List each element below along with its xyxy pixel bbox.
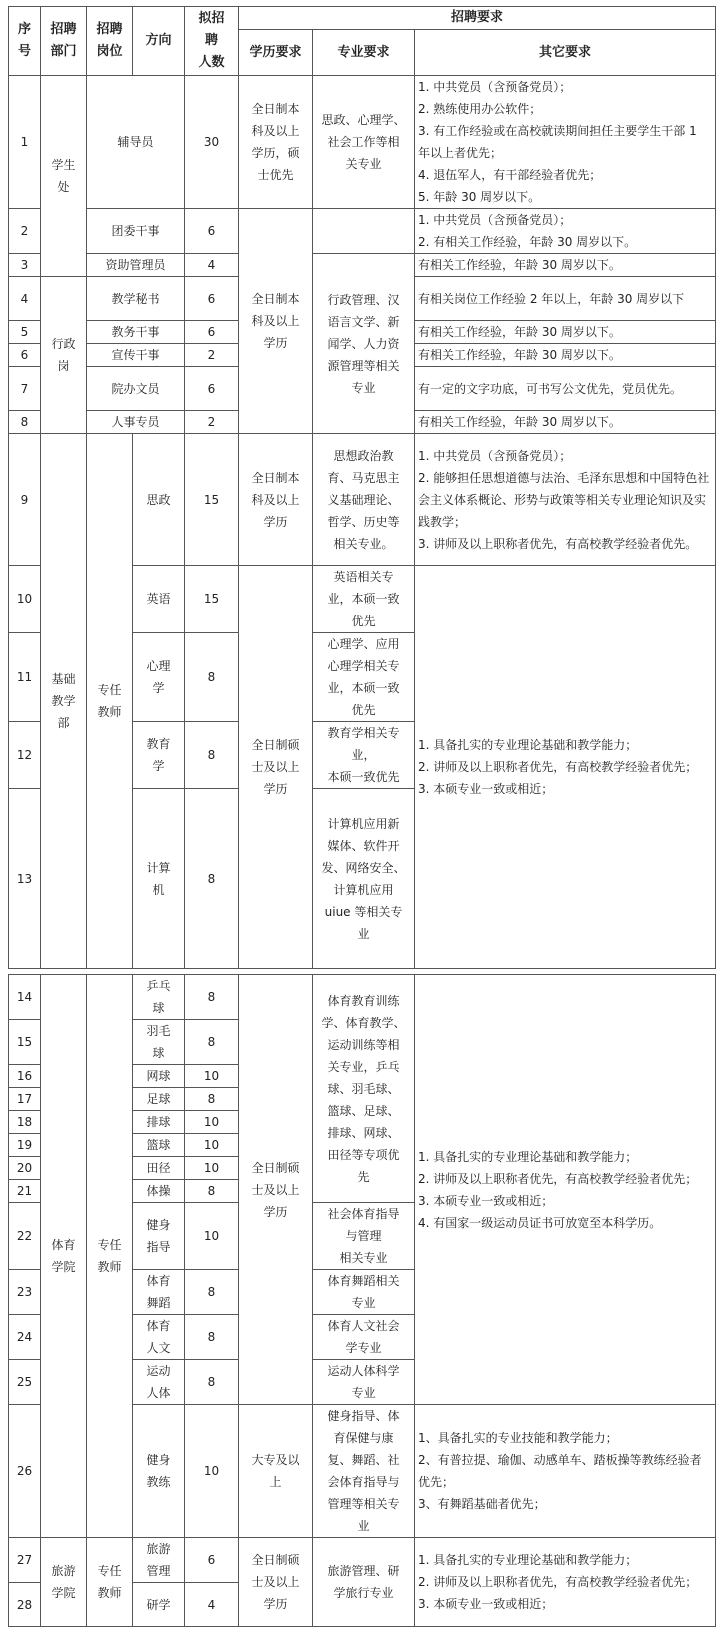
count-cell: 8 <box>185 1180 239 1203</box>
post-cell: 教学秘书 <box>87 277 185 321</box>
count-cell: 8 <box>185 1088 239 1111</box>
row-seq: 22 <box>9 1203 41 1270</box>
direction-cell: 心理 学 <box>133 633 185 722</box>
other-cell: 有相关岗位工作经验 2 年以上，年龄 30 周岁以下 <box>415 277 716 321</box>
major-cell: 计算机应用新 媒体、软件开 发、网络安全、 计算机应用 uiue 等相关专 业 <box>313 789 415 969</box>
count-cell: 8 <box>185 975 239 1020</box>
other-cell: 有相关工作经验，年龄 30 周岁以下。 <box>415 254 716 277</box>
count-cell: 10 <box>185 1065 239 1088</box>
row-seq: 19 <box>9 1134 41 1157</box>
post-cell: 专任 教师 <box>87 1538 133 1627</box>
count-cell: 15 <box>185 566 239 633</box>
dept-cell: 体育 学院 <box>41 975 87 1538</box>
count-cell: 4 <box>185 1583 239 1627</box>
count-cell: 4 <box>185 254 239 277</box>
direction-cell: 英语 <box>133 566 185 633</box>
post-cell: 团委干事 <box>87 209 185 254</box>
header-other: 其它要求 <box>415 30 716 76</box>
major-cell: 思政、心理学、 社会工作等相 关专业 <box>313 76 415 209</box>
other-cell: 1. 中共党员（含预备党员）； 2. 能够担任思想道德与法治、毛泽东思想和中国特色社会主义体系概论、形势与政策等相关专业理论知识及实践教学； 3. 讲师及以上职称者优先，有高校教学经验者优先。 <box>415 434 716 566</box>
direction-cell: 体育 舞蹈 <box>133 1270 185 1315</box>
count-cell: 6 <box>185 209 239 254</box>
row-seq: 4 <box>9 277 41 321</box>
count-cell: 6 <box>185 367 239 411</box>
header-edu: 学历要求 <box>239 30 313 76</box>
row-seq: 16 <box>9 1065 41 1088</box>
count-cell: 8 <box>185 1270 239 1315</box>
recruitment-table <box>8 6 716 969</box>
edu-cell: 全日制硕 士及以上 学历 <box>239 566 313 969</box>
direction-cell: 排球 <box>133 1111 185 1134</box>
count-cell: 8 <box>185 1020 239 1065</box>
row-seq: 15 <box>9 1020 41 1065</box>
direction-cell: 篮球 <box>133 1134 185 1157</box>
other-cell: 1. 具备扎实的专业理论基础和教学能力； 2. 讲师及以上职称者优先，有高校教学经验者优先； 3. 本硕专业一致或相近； 4. 有国家一级运动员证书可放宽至本科学历。 <box>415 975 716 1405</box>
edu-cell: 全日制硕 士及以上 学历 <box>239 1538 313 1627</box>
other-cell: 有相关工作经验，年龄 30 周岁以下。 <box>415 411 716 434</box>
direction-cell: 思政 <box>133 434 185 566</box>
edu-cell: 全日制本 科及以上 学历，硕 士优先 <box>239 76 313 209</box>
recruitment-table-continued <box>8 974 716 1627</box>
row-seq: 2 <box>9 209 41 254</box>
table-row <box>9 209 716 254</box>
row-seq: 13 <box>9 789 41 969</box>
major-cell: 行政管理、汉 语言文学、新 闻学、人力资 源管理等相关 专业 <box>313 254 415 434</box>
count-cell: 10 <box>185 1111 239 1134</box>
header-major: 专业要求 <box>313 30 415 76</box>
other-cell: 1. 中共党员（含预备党员）； 2. 熟练使用办公软件； 3. 有工作经验或在高校就读期间担任主要学生干部 1 年以上者优先； 4. 退伍军人，有干部经验者优先； 5. 年龄 30 周岁以下。 <box>415 76 716 209</box>
direction-cell: 乒乓 球 <box>133 975 185 1020</box>
direction-cell: 健身 教练 <box>133 1405 185 1538</box>
header-requirements: 招聘要求 <box>239 7 716 30</box>
edu-cell: 全日制本 科及以上 学历 <box>239 434 313 566</box>
row-seq: 25 <box>9 1360 41 1405</box>
other-cell: 1、具备扎实的专业技能和教学能力； 2、有普拉提、瑜伽、动感单车、踏板操等教练经验者优先； 3、有舞蹈基础者优先； <box>415 1405 716 1538</box>
other-cell: 有相关工作经验，年龄 30 周岁以下。 <box>415 344 716 367</box>
dept-cell: 学生 处 <box>41 76 87 277</box>
direction-cell: 健身 指导 <box>133 1203 185 1270</box>
count-cell: 30 <box>185 76 239 209</box>
direction-cell: 网球 <box>133 1065 185 1088</box>
dept-cell: 行政 岗 <box>41 277 87 434</box>
header-post: 招聘 岗位 <box>87 7 133 76</box>
header-dept: 招聘 部门 <box>41 7 87 76</box>
row-seq: 26 <box>9 1405 41 1538</box>
row-seq: 28 <box>9 1583 41 1627</box>
row-seq: 10 <box>9 566 41 633</box>
post-cell: 人事专员 <box>87 411 185 434</box>
direction-cell: 教育 学 <box>133 722 185 789</box>
major-cell: 心理学、应用 心理学相关专 业，本硕一致 优先 <box>313 633 415 722</box>
count-cell: 2 <box>185 344 239 367</box>
major-cell: 健身指导、体 育保健与康 复、舞蹈、社 会体育指导与 管理等相关专 业 <box>313 1405 415 1538</box>
post-cell: 教务干事 <box>87 321 185 344</box>
direction-cell: 运动 人体 <box>133 1360 185 1405</box>
edu-cell: 大专及以 上 <box>239 1405 313 1538</box>
edu-cell: 全日制硕 士及以上 学历 <box>239 975 313 1405</box>
row-seq: 11 <box>9 633 41 722</box>
row-seq: 5 <box>9 321 41 344</box>
count-cell: 8 <box>185 1360 239 1405</box>
major-cell: 运动人体科学 专业 <box>313 1360 415 1405</box>
row-seq: 3 <box>9 254 41 277</box>
count-cell: 10 <box>185 1405 239 1538</box>
direction-cell: 羽毛 球 <box>133 1020 185 1065</box>
count-cell: 8 <box>185 1315 239 1360</box>
row-seq: 20 <box>9 1157 41 1180</box>
other-cell: 有相关工作经验，年龄 30 周岁以下。 <box>415 321 716 344</box>
row-seq: 14 <box>9 975 41 1020</box>
row-seq: 18 <box>9 1111 41 1134</box>
row-seq: 17 <box>9 1088 41 1111</box>
table-row <box>9 975 716 1020</box>
direction-cell: 足球 <box>133 1088 185 1111</box>
count-cell: 15 <box>185 434 239 566</box>
post-cell: 专任 教师 <box>87 434 133 969</box>
row-seq: 23 <box>9 1270 41 1315</box>
major-cell: 旅游管理、研 学旅行专业 <box>313 1538 415 1627</box>
table-row <box>9 1538 716 1583</box>
table-row <box>9 434 716 566</box>
count-cell: 10 <box>185 1134 239 1157</box>
count-cell: 6 <box>185 1538 239 1583</box>
count-cell: 2 <box>185 411 239 434</box>
row-seq: 24 <box>9 1315 41 1360</box>
post-cell: 院办文员 <box>87 367 185 411</box>
header-direction: 方向 <box>133 7 185 76</box>
major-cell: 思想政治教 育、马克思主 义基础理论、 哲学、历史等 相关专业。 <box>313 434 415 566</box>
major-cell: 英语相关专 业，本硕一致 优先 <box>313 566 415 633</box>
count-cell: 6 <box>185 277 239 321</box>
header-count: 拟招 聘 人数 <box>185 7 239 76</box>
row-seq: 1 <box>9 76 41 209</box>
count-cell: 8 <box>185 789 239 969</box>
row-seq: 8 <box>9 411 41 434</box>
row-seq: 9 <box>9 434 41 566</box>
direction-cell: 计算 机 <box>133 789 185 969</box>
major-cell: 教育学相关专 业， 本硕一致优先 <box>313 722 415 789</box>
count-cell: 8 <box>185 633 239 722</box>
direction-cell: 体操 <box>133 1180 185 1203</box>
table-row <box>9 76 716 209</box>
dept-cell: 基础 教学 部 <box>41 434 87 969</box>
row-seq: 21 <box>9 1180 41 1203</box>
direction-cell: 旅游 管理 <box>133 1538 185 1583</box>
post-cell: 资助管理员 <box>87 254 185 277</box>
direction-cell: 研学 <box>133 1583 185 1627</box>
dept-cell: 旅游 学院 <box>41 1538 87 1627</box>
row-seq: 6 <box>9 344 41 367</box>
major-cell: 社会体育指导 与管理 相关专业 <box>313 1203 415 1270</box>
other-cell: 1. 具备扎实的专业理论基础和教学能力； 2. 讲师及以上职称者优先，有高校教学经验者优先； 3. 本硕专业一致或相近； <box>415 566 716 969</box>
post-cell: 专任 教师 <box>87 975 133 1538</box>
other-cell: 1. 具备扎实的专业理论基础和教学能力； 2. 讲师及以上职称者优先，有高校教学经验者优先； 3. 本硕专业一致或相近； <box>415 1538 716 1627</box>
post-cell: 辅导员 <box>87 76 185 209</box>
edu-cell: 全日制本 科及以上 学历 <box>239 209 313 434</box>
count-cell: 8 <box>185 722 239 789</box>
row-seq: 12 <box>9 722 41 789</box>
major-cell: 体育教育训练 学、体育教学、 运动训练等相 关专业，乒乓 球、羽毛球、 篮球、足球、 排球、网球、 田径等专项优 先 <box>313 975 415 1203</box>
other-cell: 有一定的文字功底，可书写公文优先，党员优先。 <box>415 367 716 411</box>
table-row <box>9 254 716 277</box>
header-seq: 序 号 <box>9 7 41 76</box>
other-cell: 1. 中共党员（含预备党员）； 2. 有相关工作经验，年龄 30 周岁以下。 <box>415 209 716 254</box>
direction-cell: 田径 <box>133 1157 185 1180</box>
row-seq: 27 <box>9 1538 41 1583</box>
major-cell: 体育舞蹈相关 专业 <box>313 1270 415 1315</box>
count-cell: 10 <box>185 1203 239 1270</box>
count-cell: 10 <box>185 1157 239 1180</box>
count-cell: 6 <box>185 321 239 344</box>
post-cell: 宣传干事 <box>87 344 185 367</box>
direction-cell: 体育 人文 <box>133 1315 185 1360</box>
row-seq: 7 <box>9 367 41 411</box>
major-cell: 体育人文社会 学专业 <box>313 1315 415 1360</box>
